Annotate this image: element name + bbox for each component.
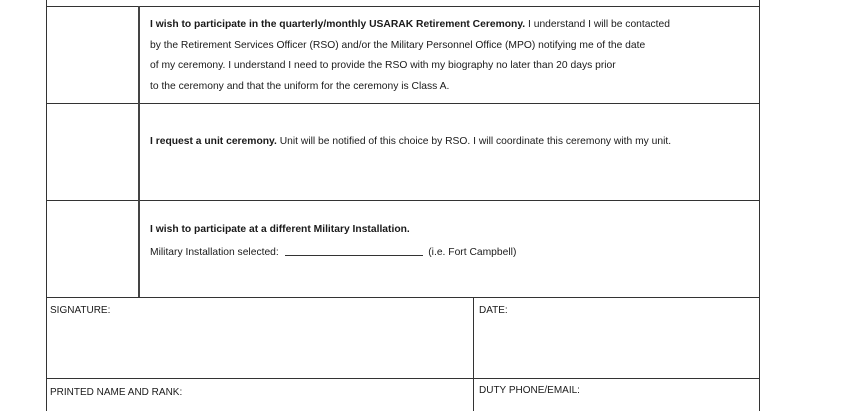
signature-label: SIGNATURE: (50, 305, 111, 316)
option-1-text (150, 15, 670, 97)
date-field[interactable] (474, 298, 759, 378)
option-1-line-1 (150, 15, 670, 36)
option-1-body-line: by the Retirement Services Officer (RSO) and/or the Military Personnel Office (MPO) notifying me of the date (150, 39, 646, 51)
duty-phone-label: DUTY PHONE/EMAIL: (479, 385, 580, 396)
option-1-selection-box[interactable] (47, 7, 138, 103)
retirement-ceremony-form (46, 0, 760, 411)
printed-name-label: PRINTED NAME AND RANK: (50, 387, 183, 398)
option-1-body-line: I understand I will be contacted (525, 19, 670, 30)
option-2-body: Unit will be notified of this choice by RSO. I will coordinate this ceremony with my unit. (276, 136, 672, 147)
option-3-text (150, 220, 516, 263)
option-1-body-line: of my ceremony. I understand I need to provide the RSO with my biography no later than 20 days prior (150, 60, 616, 71)
option-3-selection-box[interactable] (47, 201, 138, 297)
installation-input[interactable] (285, 245, 423, 256)
row-divider (46, 103, 760, 104)
option-2-text (150, 132, 671, 153)
row-divider (46, 200, 760, 201)
installation-example: (i.e. Fort Campbell) (428, 246, 517, 258)
printed-name-field[interactable] (47, 379, 473, 411)
row-divider (46, 6, 760, 7)
option-1-heading: I wish to participate in the quarterly/monthly USARAK Retirement Ceremony. (150, 19, 526, 30)
signature-field[interactable] (47, 298, 473, 378)
form-right-border (759, 0, 760, 411)
installation-label: Military Installation selected: (150, 246, 279, 258)
option-3-heading: I wish to participate at a different Military Installation. (150, 224, 410, 235)
option-2-heading: I request a unit ceremony. (150, 136, 277, 147)
duty-phone-field[interactable] (474, 379, 759, 411)
option-2-selection-box[interactable] (47, 104, 138, 200)
option-column-divider (138, 6, 140, 297)
date-label: DATE: (479, 305, 508, 316)
option-1-body-line: to the ceremony and that the uniform for the ceremony is Class A. (150, 80, 450, 92)
